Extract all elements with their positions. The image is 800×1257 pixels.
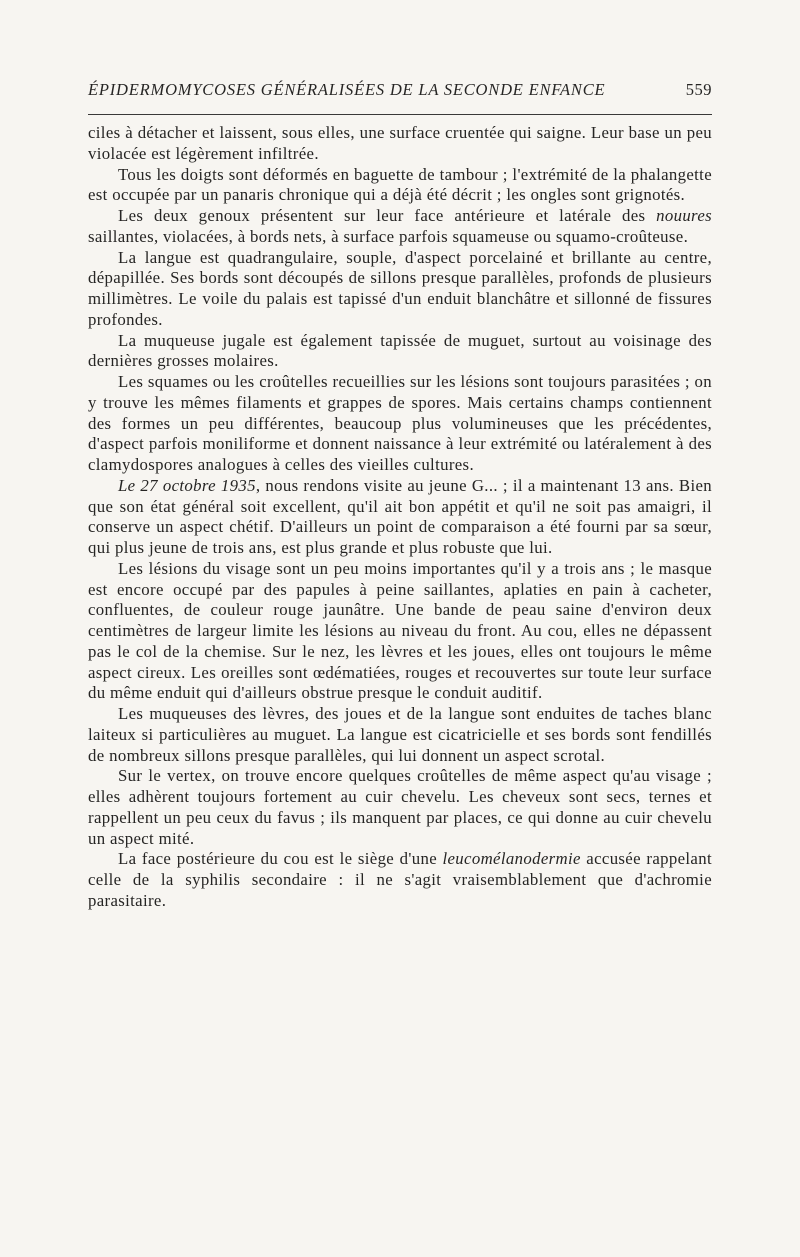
paragraph-text: accusée rappelant celle de la syphilis secondaire : il ne s'agit vraisemblablement que d'achromie parasitaire. [88, 849, 712, 910]
paragraph: Les muqueuses des lèvres, des joues et de la langue sont enduites de taches blanc laiteux si particulières au muguet. La langue est cicatricielle et ses bords sont fendillés de nombreux sillons presque parallèles, qui lui donnent un aspect scrotal. [88, 704, 712, 765]
header-rule [88, 114, 712, 115]
paragraph-text: La face postérieure du cou est le siège d'une [118, 849, 443, 869]
paragraph-text: saillantes, violacées, à bords nets, à surface parfois squameuse ou squamo-croûteuse. [88, 226, 689, 246]
running-header [88, 80, 712, 100]
paragraph: Les lésions du visage sont un peu moins importantes qu'il y a trois ans ; le masque est encore occupé par des papules à peine saillantes, aplaties en pain à cacheter, confluentes, de couleur rouge jaunâtre. Une bande de peau saine d'environ deux centimètres de largeur limite les lésions au niveau du front. Au cou, elles ne dépassent pas le col de la chemise. Sur le nez, les lèvres et les joues, elles ont toujours le même aspect cireux. Les oreilles sont œdématiées, rouges et recouvertes sur toute leur surface du même enduit qui d'ailleurs obstrue presque le conduit auditif. [88, 558, 712, 703]
italic-term: leucomélanodermie [442, 849, 581, 869]
paragraph: Sur le vertex, on trouve encore quelques croûtelles de même aspect qu'au visage ; elles adhèrent toujours fortement au cuir chevelu. Les cheveux sont secs, ternes et rappellent un peu ceux du favus ; ils manquent par places, ce qui donne au cuir chevelu un aspect mité. [88, 766, 712, 848]
paragraph: La muqueuse jugale est également tapissée de muguet, surtout au voisinage des dernières grosses molaires. [88, 330, 712, 371]
page-number: 559 [685, 80, 712, 99]
paragraph-text: , nous rendons visite au jeune G... ; il a maintenant 13 ans. Bien que son état général soit excellent, qu'il ait bon appétit et qu'il ne soit pas amaigri, il conserve un aspect chétif. D'ailleurs un point de comparaison a été fourni par sa sœur, qui plus jeune de trois ans, est plus grande et plus robuste que lui. [88, 475, 712, 557]
running-title: ÉPIDERMOMYCOSES GÉNÉRALISÉES DE LA SECONDE ENFANCE [88, 80, 606, 99]
paragraph: ciles à détacher et laissent, sous elles, une surface cruentée qui saigne. Leur base un peu violacée est légèrement infiltrée. [88, 123, 712, 163]
paragraph [88, 476, 712, 559]
paragraph: Tous les doigts sont déformés en baguette de tambour ; l'extrémité de la phalangette est occupée par un panaris chronique qui a déjà été décrit ; les ongles sont grignotés. [88, 164, 712, 205]
paragraph: La langue est quadrangulaire, souple, d'aspect porcelainé et brillante au centre, dépapillée. Ses bords sont découpés de sillons presque parallèles, profonds de plusieurs millimètres. Le voile du palais est tapissé d'un enduit blanchâtre et sillonné de fissures profondes. [88, 247, 712, 329]
paragraph-text: Les deux genoux présentent sur leur face antérieure et latérale des [118, 206, 657, 225]
paragraph [88, 206, 712, 248]
paragraph: Les squames ou les croûtelles recueillies sur les lésions sont toujours parasitées ; on y trouve les mêmes filaments et grappes de spores. Mais certains champs contiennent des formes un peu différentes, beaucoup plus volumineuses que les précédentes, d'aspect parfois moniliforme et donnent naissance à leur extrémité ou latéralement à des clamydospores analogues à celles des vieilles cultures. [88, 372, 712, 474]
italic-date: Le 27 octobre 1935 [118, 475, 256, 495]
paragraph [88, 849, 712, 911]
italic-term: nouures [656, 206, 712, 225]
body-text [88, 123, 712, 912]
